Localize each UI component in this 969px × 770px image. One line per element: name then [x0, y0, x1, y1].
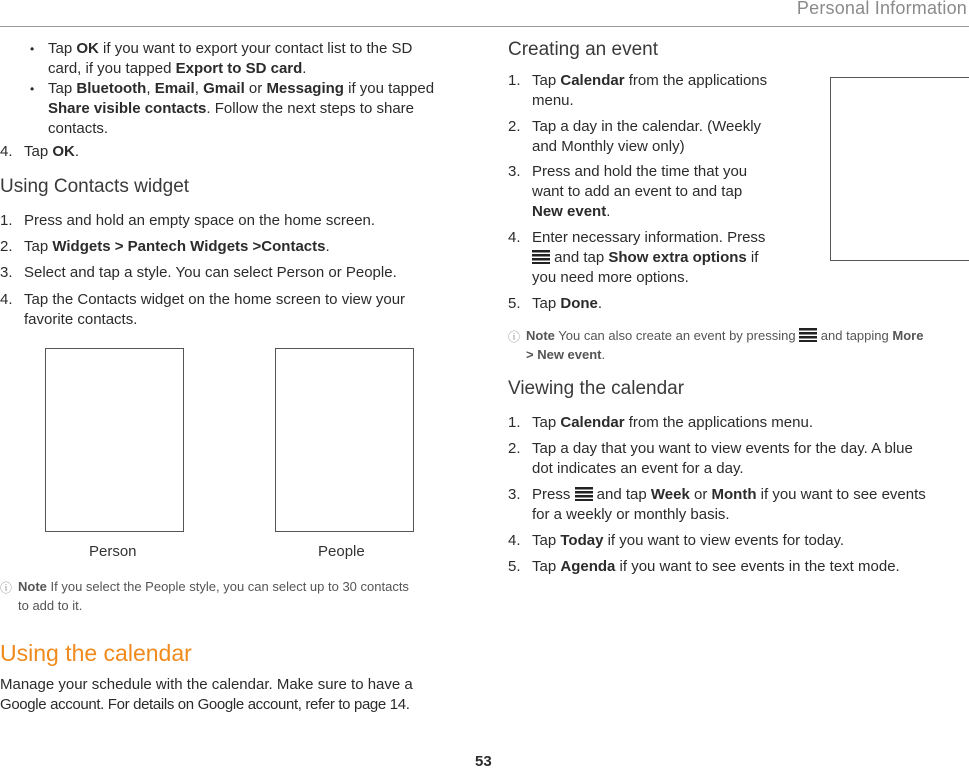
- step-number: 3.: [508, 163, 521, 180]
- creating-step-2: Tap a day in the calendar. (Weekly: [532, 118, 762, 135]
- widget-step-2: Tap Widgets > Pantech Widgets >Contacts.: [24, 238, 330, 255]
- bullet1-line2: card, if you tapped Export to SD card.: [48, 60, 307, 77]
- calendar-heading: Using the calendar: [0, 640, 192, 666]
- step-number: 4.: [0, 291, 13, 308]
- menu-icon: [799, 328, 817, 342]
- bullet2-line1: Tap Bluetooth, Email, Gmail or Messaging if you tapped: [48, 80, 435, 97]
- step-number: 2.: [0, 238, 13, 255]
- step-number: 2.: [508, 440, 521, 457]
- people-widget-image: [275, 348, 414, 532]
- person-widget-image: [45, 348, 184, 532]
- page-number: 53: [475, 753, 492, 770]
- section-title: Personal Information: [796, 0, 967, 18]
- menu-icon: [532, 250, 550, 264]
- step-number: 3.: [508, 486, 521, 503]
- creating-step-3-line2: want to add an event to and tap: [532, 183, 743, 200]
- viewing-step-5: Tap Agenda if you want to see events in the text mode.: [532, 558, 900, 575]
- calendar-screenshot-image: [830, 77, 969, 261]
- step-number: 1.: [508, 414, 521, 431]
- viewing-step-2-line2: dot indicates an event for a day.: [532, 460, 744, 477]
- info-circle-icon: ⓘ: [0, 581, 13, 595]
- header-divider: [0, 26, 969, 27]
- step-number: 1.: [508, 72, 521, 89]
- bullet2-line2: Share visible contacts. Follow the next steps to share: [48, 100, 415, 117]
- creating-step-4: Enter necessary information. Press: [532, 229, 766, 246]
- creating-step-4-line2: and tap Show extra options if: [532, 248, 758, 268]
- note-line2: > New event.: [526, 347, 606, 362]
- calendar-paragraph-line2: Google account. For details on Google account, refer to page 14.: [0, 696, 410, 713]
- note-line2: to add to it.: [18, 598, 83, 613]
- bullet1-line1: Tap OK if you want to export your contact list to the SD: [48, 40, 413, 57]
- creating-step-2-line2: and Monthly view only): [532, 138, 685, 155]
- widget-heading: Using Contacts widget: [0, 176, 190, 197]
- bullet-dot: •: [30, 42, 35, 56]
- step-number: 4.: [508, 532, 521, 549]
- bullet2-line3: contacts.: [48, 120, 109, 137]
- creating-step-1: Tap Calendar from the applications: [532, 72, 768, 89]
- step-number: 2.: [508, 118, 521, 135]
- menu-icon: [575, 487, 593, 501]
- viewing-heading: Viewing the calendar: [508, 378, 685, 399]
- viewing-step-4: Tap Today if you want to view events for today.: [532, 532, 845, 549]
- creating-heading: Creating an event: [508, 39, 658, 60]
- step-number: 3.: [0, 264, 13, 281]
- viewing-step-3: Press and tap Week or Month if you want to see events: [532, 486, 926, 503]
- widget-step-1: Press and hold an empty space on the home screen.: [24, 212, 376, 229]
- bullet-dot: •: [30, 82, 35, 96]
- people-caption: People: [318, 543, 365, 560]
- viewing-step-2: Tap a day that you want to view events for the day. A blue: [532, 440, 913, 457]
- person-caption: Person: [89, 543, 137, 560]
- widget-step-4-line2: favorite contacts.: [24, 311, 138, 328]
- creating-step-4-line3: you need more options.: [532, 269, 689, 286]
- viewing-step-3-line2: for a weekly or monthly basis.: [532, 506, 730, 523]
- note-line1: Note You can also create an event by pressing and tapping More: [526, 328, 924, 343]
- step-number: 4.: [508, 229, 521, 246]
- step4-text: Tap OK.: [24, 143, 80, 160]
- step-number: 4.: [0, 143, 13, 160]
- step-number: 1.: [0, 212, 13, 229]
- creating-step-3-line3: New event.: [532, 203, 611, 220]
- widget-step-4: Tap the Contacts widget on the home screen to view your: [24, 291, 406, 308]
- creating-step-1-line2: menu.: [532, 92, 574, 109]
- step-number: 5.: [508, 295, 521, 312]
- step-number: 5.: [508, 558, 521, 575]
- viewing-step-1: Tap Calendar from the applications menu.: [532, 414, 813, 431]
- widget-step-3: Select and tap a style. You can select Person or People.: [24, 264, 397, 281]
- creating-step-3: Press and hold the time that you: [532, 163, 748, 180]
- creating-step-5: Tap Done.: [532, 295, 603, 312]
- calendar-paragraph-line1: Manage your schedule with the calendar. Make sure to have a: [0, 676, 413, 693]
- info-circle-icon: ⓘ: [508, 330, 521, 344]
- note-line1: Note If you select the People style, you can select up to 30 contacts: [18, 579, 409, 594]
